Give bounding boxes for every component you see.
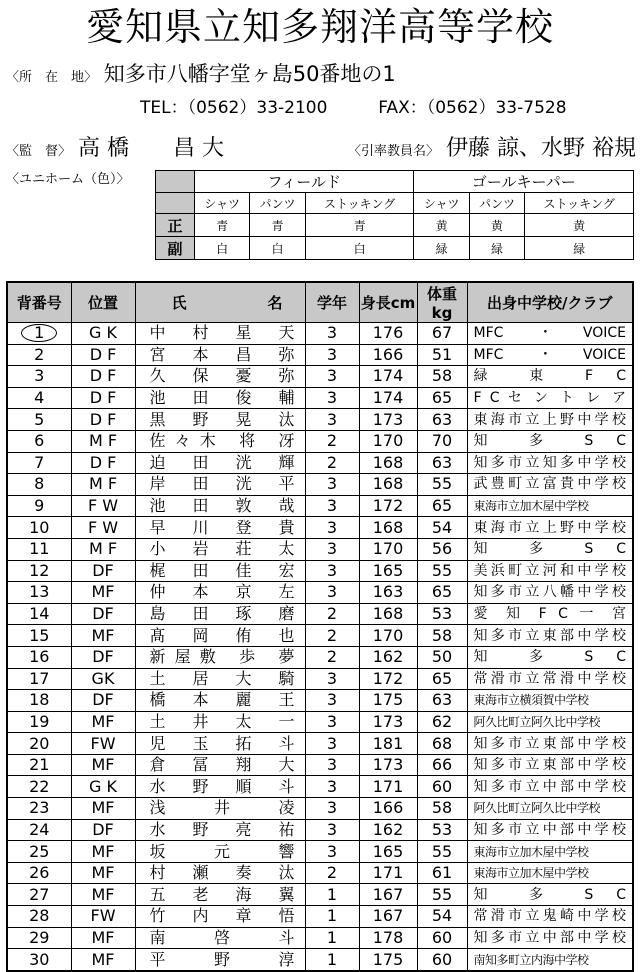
player-club: 東海市立横須賀中学校 (467, 690, 633, 712)
player-club: 東海市立上野中学校 (467, 409, 633, 431)
uniform-color: 白 (305, 237, 414, 260)
player-club: 東海市立加木屋中学校 (467, 862, 633, 884)
table-row (7, 754, 633, 776)
table-row (7, 646, 633, 668)
player-name: 岸 田 洸 平 (135, 474, 305, 496)
player-number: 6 (7, 430, 71, 452)
player-number: 2 (7, 344, 71, 366)
player-position: DF (71, 560, 135, 582)
table-row (7, 474, 633, 496)
player-weight: 55 (417, 560, 467, 582)
player-number: 4 (7, 387, 71, 409)
player-name: 髙 岡 侑 也 (135, 625, 305, 647)
table-row (7, 366, 633, 388)
uniform-row-primary (156, 214, 634, 237)
table-row (7, 560, 633, 582)
player-number: 8 (7, 474, 71, 496)
uniform-role: 正 (156, 214, 195, 237)
player-club: 南知多町立内海中学校 (467, 949, 633, 971)
player-number: 14 (7, 603, 71, 625)
player-weight: 55 (417, 474, 467, 496)
roster-header-row (7, 282, 633, 323)
player-position: M F (71, 430, 135, 452)
player-name: 児 玉 拓 斗 (135, 733, 305, 755)
uniform-item: パンツ (469, 193, 525, 214)
player-position: M F (71, 474, 135, 496)
player-name: 坂 元 響 (135, 841, 305, 863)
header-family: 氏 (171, 294, 225, 312)
player-grade: 2 (305, 862, 359, 884)
table-row (7, 603, 633, 625)
uniform-color: 青 (305, 214, 414, 237)
uniform-item: ストッキング (305, 193, 414, 214)
player-name: 迫 田 洸 輝 (135, 452, 305, 474)
uniform-item: シャツ (414, 193, 469, 214)
player-name: 仲 本 京 左 (135, 582, 305, 604)
player-weight: 58 (417, 798, 467, 820)
player-club: 東海市立加木屋中学校 (467, 495, 633, 517)
player-position: D F (71, 366, 135, 388)
uniform-color: 黄 (525, 214, 634, 237)
player-name: 新屋敷 歩 夢 (135, 646, 305, 668)
player-height: 168 (359, 517, 417, 539)
player-weight: 55 (417, 841, 467, 863)
player-grade: 3 (305, 517, 359, 539)
player-weight: 58 (417, 625, 467, 647)
player-club: 知多市立東部中学校 (467, 625, 633, 647)
player-name: 水 野 亮 祐 (135, 819, 305, 841)
player-position: FW (71, 906, 135, 928)
header-height: 身長cm (359, 282, 417, 323)
player-grade: 2 (305, 430, 359, 452)
table-row (7, 884, 633, 906)
player-number: 26 (7, 862, 71, 884)
player-grade: 1 (305, 884, 359, 906)
player-weight: 65 (417, 668, 467, 690)
tel-label: TEL： (140, 98, 188, 118)
player-position: DF (71, 603, 135, 625)
player-grade: 1 (305, 949, 359, 971)
player-grade: 3 (305, 474, 359, 496)
uniform-color: 白 (250, 237, 306, 260)
tel-number: （0562）33-2100 (187, 98, 328, 118)
player-height: 168 (359, 452, 417, 474)
table-row (7, 819, 633, 841)
player-position: DF (71, 690, 135, 712)
player-height: 162 (359, 646, 417, 668)
player-position: FW (71, 733, 135, 755)
table-row (7, 452, 633, 474)
player-number: 30 (7, 949, 71, 971)
player-club: 知 多 S C (467, 884, 633, 906)
uniform-color: 緑 (414, 237, 469, 260)
player-weight: 63 (417, 690, 467, 712)
uniform-group-keeper: ゴールキーパー (414, 171, 634, 193)
player-name: 村 瀬 奏 汰 (135, 862, 305, 884)
uniform-color: 緑 (525, 237, 634, 260)
table-row (7, 538, 633, 560)
player-grade: 3 (305, 711, 359, 733)
player-name: 早 川 登 貴 (135, 517, 305, 539)
header-given: 名 (267, 294, 283, 312)
player-number: 11 (7, 538, 71, 560)
player-number: 15 (7, 625, 71, 647)
player-club: 知多市立東部中学校 (467, 733, 633, 755)
player-club: 常滑市立鬼崎中学校 (467, 906, 633, 928)
player-name: 黒 野 晃 汰 (135, 409, 305, 431)
player-weight: 56 (417, 538, 467, 560)
player-club: F C セ ン ト レ ア (467, 387, 633, 409)
player-weight: 58 (417, 366, 467, 388)
player-position: MF (71, 862, 135, 884)
uniform-role: 副 (156, 237, 195, 260)
player-weight: 53 (417, 819, 467, 841)
player-name: 中 村 星 天 (135, 323, 305, 345)
leaders-block (348, 134, 636, 167)
table-row (7, 711, 633, 733)
player-height: 166 (359, 344, 417, 366)
uniform-color: 白 (195, 237, 250, 260)
player-number: 22 (7, 776, 71, 798)
table-row (7, 323, 633, 345)
player-height: 171 (359, 862, 417, 884)
player-grade: 2 (305, 452, 359, 474)
player-position: MF (71, 949, 135, 971)
player-weight: 68 (417, 733, 467, 755)
player-name: 平 野 淳 (135, 949, 305, 971)
player-position: D F (71, 344, 135, 366)
player-number: 19 (7, 711, 71, 733)
player-height: 174 (359, 366, 417, 388)
uniform-color: 青 (250, 214, 306, 237)
player-height: 175 (359, 690, 417, 712)
player-position: MF (71, 711, 135, 733)
player-height: 168 (359, 474, 417, 496)
leaders-names: 伊藤 諒、水野 裕規 (446, 136, 636, 161)
player-grade: 2 (305, 646, 359, 668)
player-name: 池 田 敦 哉 (135, 495, 305, 517)
player-club: 知 多 S C (467, 646, 633, 668)
player-position: D F (71, 387, 135, 409)
player-club: 知 多 S C (467, 430, 633, 452)
player-height: 163 (359, 582, 417, 604)
uniform-label: 〈ユニホーム（色）〉 (6, 172, 130, 187)
player-weight: 61 (417, 862, 467, 884)
uniform-item: シャツ (195, 193, 250, 214)
player-grade: 3 (305, 776, 359, 798)
leaders-label: 〈引率教員名〉 (347, 144, 439, 159)
table-row (7, 927, 633, 949)
player-weight: 60 (417, 949, 467, 971)
player-grade: 3 (305, 538, 359, 560)
player-number: 10 (7, 517, 71, 539)
player-name: 南 啓 斗 (135, 927, 305, 949)
player-number: 29 (7, 927, 71, 949)
player-name: 橋 本 麗 王 (135, 690, 305, 712)
player-number: 12 (7, 560, 71, 582)
player-weight: 53 (417, 603, 467, 625)
table-row (7, 430, 633, 452)
staff-row (6, 134, 636, 167)
player-grade: 3 (305, 323, 359, 345)
player-position: MF (71, 754, 135, 776)
fax-label: FAX： (378, 98, 427, 118)
player-grade: 3 (305, 387, 359, 409)
player-position: G K (71, 323, 135, 345)
header-number: 背番号 (7, 282, 71, 323)
player-position: MF (71, 884, 135, 906)
player-grade: 3 (305, 668, 359, 690)
player-club: MFC ・VOICE (467, 344, 633, 366)
table-row (7, 495, 633, 517)
player-club: 知多市立中部中学校 (467, 776, 633, 798)
player-grade: 2 (305, 603, 359, 625)
player-weight: 63 (417, 452, 467, 474)
table-row (7, 668, 633, 690)
table-row (7, 517, 633, 539)
player-height: 170 (359, 430, 417, 452)
table-row (7, 409, 633, 431)
player-position: GK (71, 668, 135, 690)
player-height: 171 (359, 776, 417, 798)
player-weight: 67 (417, 323, 467, 345)
player-position: MF (71, 625, 135, 647)
player-height: 162 (359, 819, 417, 841)
player-number: 13 (7, 582, 71, 604)
player-position: F W (71, 495, 135, 517)
uniform-color: 青 (195, 214, 250, 237)
table-row (7, 690, 633, 712)
player-height: 172 (359, 668, 417, 690)
player-number: 20 (7, 733, 71, 755)
player-height: 167 (359, 884, 417, 906)
player-height: 173 (359, 711, 417, 733)
player-grade: 3 (305, 582, 359, 604)
player-weight: 50 (417, 646, 467, 668)
player-height: 176 (359, 323, 417, 345)
player-position: DF (71, 646, 135, 668)
player-number: 25 (7, 841, 71, 863)
player-height: 170 (359, 538, 417, 560)
player-grade: 3 (305, 841, 359, 863)
player-number: 3 (7, 366, 71, 388)
roster-table (6, 281, 634, 972)
player-name: 島 田 琢 磨 (135, 603, 305, 625)
director-name: 高 橋 昌 大 (78, 136, 225, 161)
player-height: 172 (359, 495, 417, 517)
player-position: MF (71, 841, 135, 863)
captain-number-circle: 1 (21, 324, 57, 342)
header-club: 出身中学校/クラブ (467, 282, 633, 323)
player-club: 知多市立中部中学校 (467, 819, 633, 841)
address-label: 〈所 在 地〉 (6, 70, 98, 85)
player-position: F W (71, 517, 135, 539)
player-name: 宮 本 昌 弥 (135, 344, 305, 366)
roster-body (7, 323, 633, 971)
player-grade: 3 (305, 560, 359, 582)
player-club: 知多市立東部中学校 (467, 754, 633, 776)
player-grade: 3 (305, 344, 359, 366)
uniform-color: 緑 (469, 237, 525, 260)
player-name: 土 井 太 一 (135, 711, 305, 733)
table-row (7, 582, 633, 604)
player-height: 165 (359, 560, 417, 582)
player-club: 美浜町立河和中学校 (467, 560, 633, 582)
director-label: 〈監 督〉 (6, 144, 72, 159)
player-number: 23 (7, 798, 71, 820)
uniform-row-secondary (156, 237, 634, 260)
player-club: 阿久比町立阿久比中学校 (467, 711, 633, 733)
address-row (6, 60, 396, 92)
player-grade: 1 (305, 927, 359, 949)
uniform-item: パンツ (250, 193, 306, 214)
header-grade: 学年 (305, 282, 359, 323)
player-grade: 3 (305, 495, 359, 517)
player-grade: 3 (305, 819, 359, 841)
player-number: 18 (7, 690, 71, 712)
player-height: 178 (359, 927, 417, 949)
table-row (7, 862, 633, 884)
table-row (7, 387, 633, 409)
player-club: 愛 知 F C 一 宮 (467, 603, 633, 625)
player-position: D F (71, 452, 135, 474)
player-grade: 3 (305, 409, 359, 431)
player-position: D F (71, 409, 135, 431)
player-number (7, 323, 71, 345)
player-weight: 65 (417, 582, 467, 604)
player-number: 27 (7, 884, 71, 906)
player-club: 東海市立上野中学校 (467, 517, 633, 539)
player-name: 竹 内 章 悟 (135, 906, 305, 928)
player-name: 梶 田 佳 宏 (135, 560, 305, 582)
player-height: 170 (359, 625, 417, 647)
player-weight: 65 (417, 387, 467, 409)
uniform-table (155, 170, 634, 260)
header-position: 位置 (71, 282, 135, 323)
player-grade: 3 (305, 733, 359, 755)
player-position: G K (71, 776, 135, 798)
player-position: MF (71, 582, 135, 604)
player-weight: 66 (417, 754, 467, 776)
player-height: 173 (359, 409, 417, 431)
player-grade: 2 (305, 625, 359, 647)
player-height: 166 (359, 798, 417, 820)
player-name: 佐々木 将 冴 (135, 430, 305, 452)
player-weight: 51 (417, 344, 467, 366)
player-grade: 3 (305, 798, 359, 820)
player-club: 武豊町立富貴中学校 (467, 474, 633, 496)
table-row (7, 625, 633, 647)
uniform-item: ストッキング (525, 193, 634, 214)
player-weight: 60 (417, 927, 467, 949)
uniform-group-field: フィールド (195, 171, 414, 193)
player-number: 21 (7, 754, 71, 776)
player-club: 知 多 S C (467, 538, 633, 560)
player-grade: 3 (305, 366, 359, 388)
player-number: 16 (7, 646, 71, 668)
player-grade: 3 (305, 754, 359, 776)
player-weight: 54 (417, 517, 467, 539)
player-weight: 60 (417, 776, 467, 798)
player-number: 28 (7, 906, 71, 928)
table-row (7, 841, 633, 863)
player-name: 小 岩 荘 太 (135, 538, 305, 560)
player-club: 東海市立加木屋中学校 (467, 841, 633, 863)
player-club: 知多市立知多中学校 (467, 452, 633, 474)
player-club: 知多市立八幡中学校 (467, 582, 633, 604)
player-grade: 3 (305, 690, 359, 712)
player-weight: 63 (417, 409, 467, 431)
player-name: 水 野 順 斗 (135, 776, 305, 798)
contact-row (140, 96, 567, 120)
player-height: 167 (359, 906, 417, 928)
player-name: 浅 井 凌 (135, 798, 305, 820)
fax-number: （0562）33-7528 (426, 98, 567, 118)
player-weight: 55 (417, 884, 467, 906)
player-number: 5 (7, 409, 71, 431)
player-club: 緑 東 F C (467, 366, 633, 388)
uniform-corner (156, 171, 195, 193)
player-height: 174 (359, 387, 417, 409)
header-weight: 体重kg (417, 282, 467, 323)
player-number: 17 (7, 668, 71, 690)
player-club: 知多市立中部中学校 (467, 927, 633, 949)
player-height: 173 (359, 754, 417, 776)
player-position: DF (71, 819, 135, 841)
player-grade: 1 (305, 906, 359, 928)
header-name (135, 282, 305, 323)
player-club: 阿久比町立阿久比中学校 (467, 798, 633, 820)
uniform-corner-2 (156, 193, 195, 214)
table-row (7, 906, 633, 928)
player-name: 倉 冨 翔 大 (135, 754, 305, 776)
table-row (7, 798, 633, 820)
player-weight: 70 (417, 430, 467, 452)
player-number: 9 (7, 495, 71, 517)
player-height: 168 (359, 603, 417, 625)
player-height: 165 (359, 841, 417, 863)
uniform-color: 黄 (469, 214, 525, 237)
address: 知多市八幡字堂ヶ島50番地の1 (103, 62, 396, 86)
player-weight: 54 (417, 906, 467, 928)
uniform-color: 黄 (414, 214, 469, 237)
player-name: 五 老 海 翼 (135, 884, 305, 906)
table-row (7, 733, 633, 755)
player-height: 181 (359, 733, 417, 755)
player-weight: 62 (417, 711, 467, 733)
table-row (7, 776, 633, 798)
player-club: 常滑市立常滑中学校 (467, 668, 633, 690)
table-row (7, 344, 633, 366)
player-number: 24 (7, 819, 71, 841)
player-name: 池 田 俊 輔 (135, 387, 305, 409)
player-club: MFC ・VOICE (467, 323, 633, 345)
player-number: 7 (7, 452, 71, 474)
player-name: 久 保 憂 弥 (135, 366, 305, 388)
player-height: 175 (359, 949, 417, 971)
player-weight: 65 (417, 495, 467, 517)
player-name: 土 居 大 騎 (135, 668, 305, 690)
player-position: M F (71, 538, 135, 560)
school-name: 愛知県立知多翔洋高等学校 (85, 5, 554, 49)
player-position: MF (71, 927, 135, 949)
player-position: MF (71, 798, 135, 820)
